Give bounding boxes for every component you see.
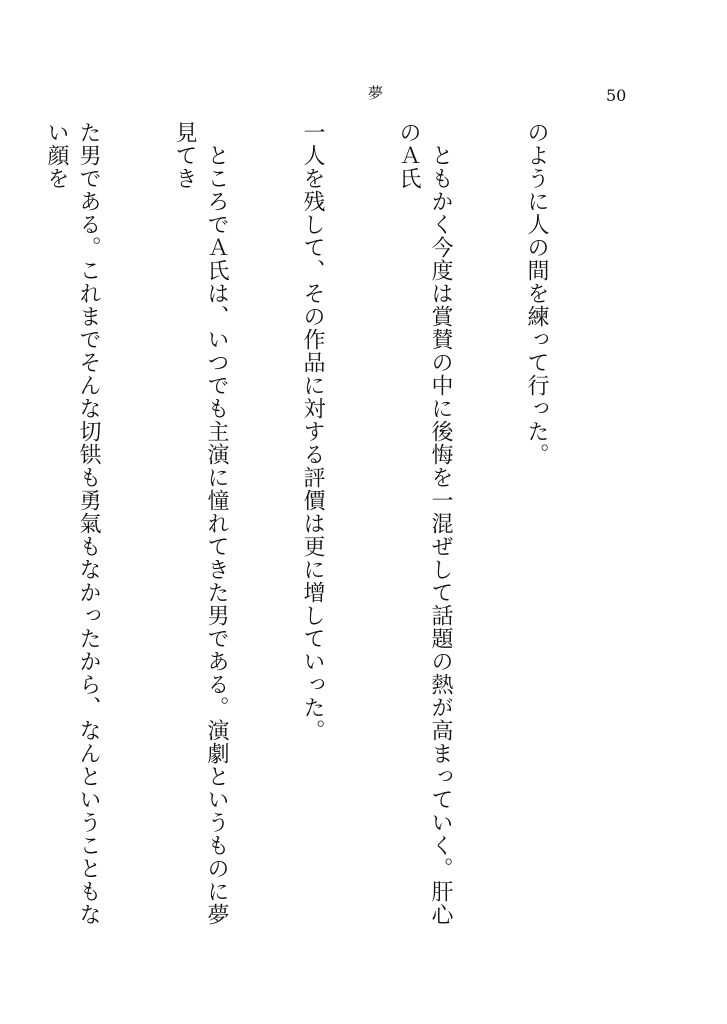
vertical-body-text [44, 121, 616, 933]
running-header-title: 夢 [368, 84, 384, 102]
text-line: た男である。これまでそんな切𫟹も勇氣もなかったから、なんということもない顔を [44, 121, 101, 926]
page-number: 50 [606, 86, 627, 105]
text-line: 一人を残して、その作品に対する評價は更に增していった。 [300, 121, 325, 742]
text-line: ところでＡ氏は、いつでも主演に憧れてきた男である。演劇というものに夢見てき [172, 121, 229, 926]
text-line: ともかく今度は賞賛の中に後悔を一混ぜして話題の熱が高まっていく。肝心のＡ氏 [396, 121, 453, 926]
text-line: のように人の間を練って行った。 [524, 121, 549, 466]
